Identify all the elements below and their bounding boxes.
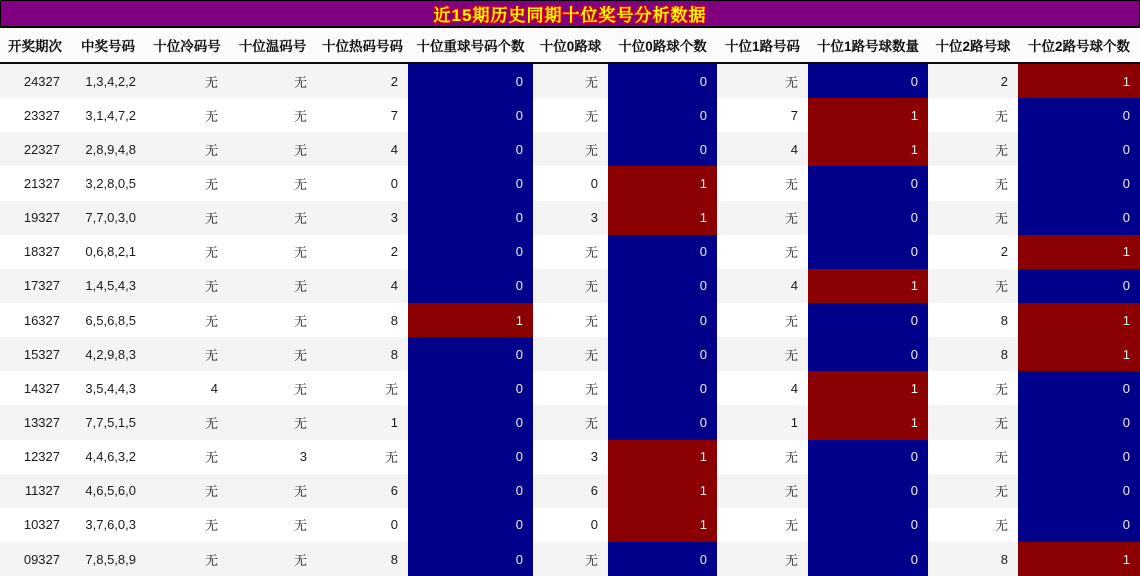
cell-road0-ball: 无 xyxy=(584,552,598,568)
cell-period: 23327 xyxy=(23,107,60,123)
cell-road1-count: 0 xyxy=(808,64,928,98)
cell-period: 21327 xyxy=(23,175,60,191)
cell-hot-number: 无 xyxy=(384,381,398,397)
cell-road1-count: 0 xyxy=(808,201,928,235)
column-header-warm-number: 十位温码号 xyxy=(238,39,307,54)
cell-road2-count: 1 xyxy=(1018,337,1140,371)
cell-road0-count: 0 xyxy=(608,337,717,371)
cell-repeat-ball-count: 0 xyxy=(408,235,533,269)
cell-road1-count: 1 xyxy=(808,269,928,303)
cell-period: 24327 xyxy=(23,73,60,89)
cell-road2-count: 0 xyxy=(1018,371,1140,405)
cell-warm-number: 无 xyxy=(293,381,307,397)
cell-road2-ball: 无 xyxy=(994,381,1008,397)
cell-road2-count: 0 xyxy=(1018,405,1140,439)
cell-period: 22327 xyxy=(23,141,60,157)
cell-road0-count: 1 xyxy=(608,166,717,200)
cell-repeat-ball-count: 0 xyxy=(408,166,533,200)
cell-road2-ball: 无 xyxy=(994,142,1008,158)
cell-road1-number: 无 xyxy=(784,176,798,192)
cell-road2-ball: 无 xyxy=(994,211,1008,227)
cell-hot-number: 2 xyxy=(390,244,398,260)
cell-road0-ball: 3 xyxy=(590,449,598,465)
cell-cold-number: 无 xyxy=(204,552,218,568)
cell-road1-number: 无 xyxy=(784,313,798,329)
cell-road2-count: 1 xyxy=(1018,64,1140,98)
cell-cold-number: 无 xyxy=(204,142,218,158)
cell-road1-number: 无 xyxy=(784,245,798,261)
cell-repeat-ball-count: 0 xyxy=(408,98,533,132)
cell-road2-count: 0 xyxy=(1018,474,1140,508)
cell-warm-number: 无 xyxy=(293,484,307,500)
cell-warm-number: 3 xyxy=(299,449,307,465)
cell-repeat-ball-count: 0 xyxy=(408,542,533,576)
cell-road0-ball: 3 xyxy=(590,210,598,226)
cell-hot-number: 0 xyxy=(390,517,398,533)
cell-winning-numbers: 3,7,6,0,3 xyxy=(85,517,136,533)
cell-period: 18327 xyxy=(23,244,60,260)
cell-warm-number: 无 xyxy=(293,313,307,329)
cell-road0-ball: 无 xyxy=(584,279,598,295)
cell-warm-number: 无 xyxy=(293,74,307,90)
column-header-road1-number: 十位1路号码 xyxy=(724,39,800,54)
table-row xyxy=(0,337,1140,371)
title-bar xyxy=(0,0,1140,28)
cell-road2-ball: 无 xyxy=(994,108,1008,124)
cell-warm-number: 无 xyxy=(293,211,307,227)
cell-road2-ball: 无 xyxy=(994,176,1008,192)
cell-road0-ball: 无 xyxy=(584,108,598,124)
cell-road2-count: 1 xyxy=(1018,303,1140,337)
column-header-repeat-ball-count: 十位重球号码个数 xyxy=(416,39,525,54)
table-row xyxy=(0,64,1140,98)
cell-hot-number: 无 xyxy=(384,450,398,466)
cell-hot-number: 4 xyxy=(390,278,398,294)
table-row xyxy=(0,371,1140,405)
cell-road1-number: 无 xyxy=(784,518,798,534)
cell-road2-ball: 无 xyxy=(994,518,1008,534)
column-header-road1-count: 十位1路号球数量 xyxy=(816,39,919,54)
cell-warm-number: 无 xyxy=(293,347,307,363)
cell-road2-count: 0 xyxy=(1018,508,1140,542)
cell-hot-number: 8 xyxy=(390,346,398,362)
table-row xyxy=(0,132,1140,166)
cell-hot-number: 3 xyxy=(390,210,398,226)
cell-warm-number: 无 xyxy=(293,518,307,534)
cell-road1-count: 1 xyxy=(808,98,928,132)
cell-winning-numbers: 3,2,8,0,5 xyxy=(85,175,136,191)
cell-road1-number: 无 xyxy=(784,74,798,90)
cell-period: 16327 xyxy=(23,312,60,328)
cell-road0-ball: 0 xyxy=(590,517,598,533)
cell-repeat-ball-count: 0 xyxy=(408,474,533,508)
cell-period: 13327 xyxy=(23,414,60,430)
cell-road0-ball: 6 xyxy=(590,483,598,499)
cell-road0-ball: 无 xyxy=(584,347,598,363)
cell-road0-count: 0 xyxy=(608,542,717,576)
cell-road1-number: 无 xyxy=(784,347,798,363)
cell-cold-number: 无 xyxy=(204,245,218,261)
table-row xyxy=(0,542,1140,576)
cell-road1-count: 0 xyxy=(808,235,928,269)
cell-cold-number: 无 xyxy=(204,313,218,329)
cell-repeat-ball-count: 0 xyxy=(408,440,533,474)
cell-repeat-ball-count: 0 xyxy=(408,132,533,166)
cell-winning-numbers: 7,7,0,3,0 xyxy=(85,210,136,226)
cell-period: 19327 xyxy=(23,210,60,226)
cell-winning-numbers: 1,3,4,2,2 xyxy=(85,73,136,89)
cell-cold-number: 无 xyxy=(204,518,218,534)
cell-road0-count: 0 xyxy=(608,64,717,98)
cell-road0-ball: 无 xyxy=(584,74,598,90)
cell-road0-count: 0 xyxy=(608,98,717,132)
table-row xyxy=(0,166,1140,200)
cell-road2-ball: 无 xyxy=(994,450,1008,466)
cell-warm-number: 无 xyxy=(293,245,307,261)
table-row xyxy=(0,303,1140,337)
cell-road2-count: 0 xyxy=(1018,98,1140,132)
column-header-hot-number: 十位热码号码 xyxy=(322,39,403,54)
cell-period: 11327 xyxy=(24,483,60,499)
cell-repeat-ball-count: 0 xyxy=(408,405,533,439)
cell-cold-number: 无 xyxy=(204,450,218,466)
cell-road1-count: 1 xyxy=(808,405,928,439)
column-header-road0-count: 十位0路球个数 xyxy=(618,39,707,54)
cell-road1-count: 0 xyxy=(808,474,928,508)
cell-cold-number: 无 xyxy=(204,211,218,227)
cell-warm-number: 无 xyxy=(293,279,307,295)
cell-period: 10327 xyxy=(23,517,60,533)
cell-warm-number: 无 xyxy=(293,108,307,124)
cell-road1-number: 无 xyxy=(784,450,798,466)
cell-hot-number: 8 xyxy=(390,312,398,328)
cell-road0-count: 0 xyxy=(608,269,717,303)
cell-road0-count: 1 xyxy=(608,508,717,542)
cell-road1-number: 7 xyxy=(790,107,798,123)
cell-warm-number: 无 xyxy=(293,142,307,158)
cell-road2-ball: 无 xyxy=(994,279,1008,295)
cell-road1-count: 0 xyxy=(808,166,928,200)
cell-hot-number: 7 xyxy=(390,107,398,123)
cell-road2-count: 1 xyxy=(1018,235,1140,269)
table-row xyxy=(0,269,1140,303)
cell-winning-numbers: 4,2,9,8,3 xyxy=(85,346,136,362)
cell-winning-numbers: 4,4,6,3,2 xyxy=(85,449,136,465)
cell-road2-count: 0 xyxy=(1018,440,1140,474)
table-row xyxy=(0,405,1140,439)
cell-road1-count: 0 xyxy=(808,542,928,576)
cell-road0-count: 1 xyxy=(608,474,717,508)
column-header-road0-ball: 十位0路球 xyxy=(539,39,602,54)
cell-road1-count: 0 xyxy=(808,508,928,542)
cell-road1-number: 无 xyxy=(784,552,798,568)
cell-warm-number: 无 xyxy=(293,176,307,192)
cell-cold-number: 无 xyxy=(204,176,218,192)
table-row xyxy=(0,98,1140,132)
cell-road0-count: 0 xyxy=(608,303,717,337)
cell-road1-number: 4 xyxy=(790,141,798,157)
analysis-table xyxy=(0,64,1140,576)
cell-hot-number: 2 xyxy=(390,73,398,89)
cell-road0-ball: 0 xyxy=(590,175,598,191)
cell-winning-numbers: 7,7,5,1,5 xyxy=(85,414,136,430)
cell-cold-number: 无 xyxy=(204,279,218,295)
cell-period: 09327 xyxy=(23,551,60,567)
cell-road1-count: 1 xyxy=(808,371,928,405)
cell-road1-number: 4 xyxy=(790,380,798,396)
cell-road2-count: 1 xyxy=(1018,542,1140,576)
cell-road1-count: 1 xyxy=(808,132,928,166)
cell-repeat-ball-count: 1 xyxy=(408,303,533,337)
cell-road0-count: 0 xyxy=(608,235,717,269)
cell-road0-count: 0 xyxy=(608,132,717,166)
table-row xyxy=(0,235,1140,269)
cell-road2-ball: 8 xyxy=(1000,346,1008,362)
table-row xyxy=(0,474,1140,508)
cell-winning-numbers: 2,8,9,4,8 xyxy=(85,141,136,157)
cell-road2-count: 0 xyxy=(1018,132,1140,166)
cell-period: 17327 xyxy=(23,278,60,294)
cell-road1-count: 0 xyxy=(808,337,928,371)
cell-road0-ball: 无 xyxy=(584,415,598,431)
cell-repeat-ball-count: 0 xyxy=(408,508,533,542)
cell-period: 15327 xyxy=(23,346,60,362)
cell-winning-numbers: 6,5,6,8,5 xyxy=(85,312,136,328)
column-header-period: 开奖期次 xyxy=(8,39,62,54)
cell-road0-ball: 无 xyxy=(584,142,598,158)
cell-hot-number: 0 xyxy=(390,175,398,191)
cell-road0-ball: 无 xyxy=(584,313,598,329)
cell-winning-numbers: 3,5,4,4,3 xyxy=(85,380,136,396)
column-header-winning-numbers: 中奖号码 xyxy=(81,39,135,54)
cell-winning-numbers: 1,4,5,4,3 xyxy=(85,278,136,294)
cell-road2-count: 0 xyxy=(1018,201,1140,235)
cell-road1-count: 0 xyxy=(808,440,928,474)
cell-road0-count: 1 xyxy=(608,440,717,474)
cell-road0-count: 0 xyxy=(608,371,717,405)
cell-hot-number: 1 xyxy=(390,414,398,430)
cell-road2-count: 0 xyxy=(1018,166,1140,200)
cell-road2-ball: 无 xyxy=(994,484,1008,500)
table-row xyxy=(0,508,1140,542)
column-header-cold-number: 十位冷码号 xyxy=(153,39,221,54)
cell-period: 12327 xyxy=(23,449,60,465)
cell-hot-number: 8 xyxy=(390,551,398,567)
cell-road2-count: 0 xyxy=(1018,269,1140,303)
cell-road1-count: 0 xyxy=(808,303,928,337)
cell-hot-number: 6 xyxy=(390,483,398,499)
cell-road1-number: 4 xyxy=(790,278,798,294)
table-row xyxy=(0,201,1140,235)
cell-winning-numbers: 7,8,5,8,9 xyxy=(85,551,136,567)
cell-road0-ball: 无 xyxy=(584,245,598,261)
cell-road2-ball: 无 xyxy=(994,415,1008,431)
cell-repeat-ball-count: 0 xyxy=(408,269,533,303)
cell-road2-ball: 2 xyxy=(1000,73,1008,89)
cell-repeat-ball-count: 0 xyxy=(408,64,533,98)
cell-winning-numbers: 4,6,5,6,0 xyxy=(85,483,136,499)
table-row xyxy=(0,440,1140,474)
cell-period: 14327 xyxy=(23,380,60,396)
cell-cold-number: 无 xyxy=(204,108,218,124)
cell-warm-number: 无 xyxy=(293,552,307,568)
cell-cold-number: 无 xyxy=(204,484,218,500)
cell-repeat-ball-count: 0 xyxy=(408,337,533,371)
cell-winning-numbers: 0,6,8,2,1 xyxy=(85,244,136,260)
cell-road0-count: 0 xyxy=(608,405,717,439)
cell-repeat-ball-count: 0 xyxy=(408,371,533,405)
cell-road2-ball: 8 xyxy=(1000,551,1008,567)
cell-road2-ball: 2 xyxy=(1000,244,1008,260)
column-header-road2-count: 十位2路号球个数 xyxy=(1027,39,1130,54)
cell-road1-number: 1 xyxy=(790,414,798,430)
cell-road0-ball: 无 xyxy=(584,381,598,397)
table-header-row xyxy=(0,28,1140,64)
page-title: 近15期历史同期十位奖号分析数据 xyxy=(433,6,707,25)
cell-road2-ball: 8 xyxy=(1000,312,1008,328)
cell-hot-number: 4 xyxy=(390,141,398,157)
cell-winning-numbers: 3,1,4,7,2 xyxy=(85,107,136,123)
cell-cold-number: 无 xyxy=(204,415,218,431)
cell-road0-count: 1 xyxy=(608,201,717,235)
cell-road1-number: 无 xyxy=(784,211,798,227)
cell-repeat-ball-count: 0 xyxy=(408,201,533,235)
column-header-road2-ball: 十位2路号球 xyxy=(935,39,1011,54)
cell-cold-number: 无 xyxy=(204,74,218,90)
cell-road1-number: 无 xyxy=(784,484,798,500)
cell-warm-number: 无 xyxy=(293,415,307,431)
cell-cold-number: 无 xyxy=(204,347,218,363)
cell-cold-number: 4 xyxy=(210,380,218,396)
